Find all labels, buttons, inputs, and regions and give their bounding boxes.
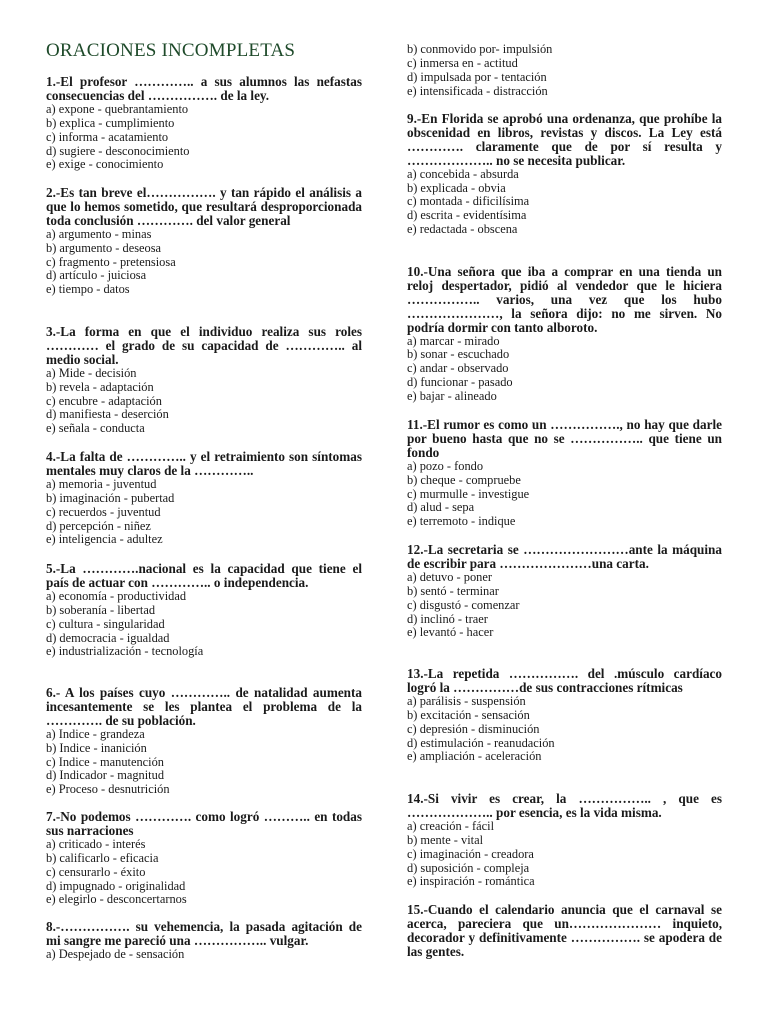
question-block: [46, 186, 362, 297]
answer-option: d) funcionar - pasado: [407, 375, 513, 390]
answer-option: e) inteligencia - adultez: [46, 532, 163, 547]
question-stem: 9.-En Florida se aprobó una ordenanza, que prohíbe la obscenidad en libros, revistas y discos. La Ley está …………. claramente que de por sí resulta y ……………….. no se necesita publicar.: [407, 111, 722, 168]
answer-option: d) manifiesta - deserción: [46, 407, 169, 422]
answer-option: e) redactada - obscena: [407, 222, 518, 237]
answer-option: e) industrialización - tecnología: [46, 644, 204, 659]
answer-option: c) montada - dificilísima: [407, 194, 530, 209]
answer-option: a) Mide - decisión: [46, 365, 137, 380]
answer-option: a) Despejado de - sensación: [46, 946, 185, 961]
answer-option: e) exige - conocimiento: [46, 157, 164, 172]
question-block: [407, 265, 722, 404]
question-stem: 4.-La falta de ………….. y el retraimiento son síntomas mentales muy claros de la …………..: [46, 449, 362, 478]
question-stem: 6.- A los países cuyo ………….. de natalidad aumenta incesantemente se les plantea el problema de la …………. de su población.: [46, 685, 362, 728]
question-block: [407, 792, 722, 889]
answer-option: b) conmovido por- impulsión: [407, 42, 553, 56]
question-stem: 10.-Una señora que iba a comprar en una tienda un reloj despertador, pidió al vendedor que le hiciera …………….. varios, una vez que los hubo …………………, la señora dijo: no me sirven. No podría dormir con tanto alboroto.: [407, 264, 722, 335]
answer-option: c) Indice - manutención: [46, 754, 165, 769]
answer-option: c) fragmento - pretensiosa: [46, 254, 176, 269]
answer-option: c) censurarlo - éxito: [46, 864, 146, 879]
answer-option: a) memoria - juventud: [46, 476, 157, 491]
answer-option: d) estimulación - reanudación: [407, 735, 555, 750]
answer-option: b) cheque - compruebe: [407, 472, 521, 487]
answer-option: a) expone - quebrantamiento: [46, 101, 189, 116]
answer-option: b) sentó - terminar: [407, 583, 499, 598]
question-block: [46, 562, 362, 659]
answer-option: e) intensificada - distracción: [407, 83, 548, 98]
answer-option: e) bajar - alineado: [407, 389, 497, 404]
question-block: [46, 450, 362, 547]
question-block: [46, 810, 362, 907]
answer-option: a) detuvo - poner: [407, 569, 492, 584]
question-stem: 1.-El profesor ………….. a sus alumnos las nefastas consecuencias del ……………. de la ley.: [46, 74, 362, 103]
answer-option: a) concebida - absurda: [407, 166, 519, 181]
answer-option: a) creación - fácil: [407, 818, 495, 833]
answer-option: e) Proceso - desnutrición: [46, 782, 170, 797]
answer-option: a) marcar - mirado: [407, 333, 500, 348]
answer-option: d) impulsada por - tentación: [407, 69, 547, 84]
answer-option: c) depresión - disminución: [407, 721, 540, 736]
answer-option: a) pozo - fondo: [407, 458, 484, 473]
answer-option: a) economía - productividad: [46, 588, 187, 603]
answer-option: c) andar - observado: [407, 361, 509, 376]
answer-option: d) inclinó - traer: [407, 611, 488, 626]
answer-option: d) escrita - evidentísima: [407, 208, 527, 223]
answer-option: d) Indicador - magnitud: [46, 768, 165, 783]
answer-option: b) revela - adaptación: [46, 379, 154, 394]
question-block: [46, 920, 362, 962]
question-stem: 7.-No podemos …………. como logró ……….. en todas sus narraciones: [46, 809, 362, 838]
answer-option: a) argumento - minas: [46, 226, 152, 241]
answer-option: d) artículo - juiciosa: [46, 268, 147, 283]
answer-option: d) sugiere - desconocimiento: [46, 143, 190, 158]
question-block: [407, 418, 722, 529]
answer-option: b) argumento - deseosa: [46, 240, 162, 255]
answer-option: e) inspiración - romántica: [407, 874, 535, 889]
answer-option: b) explicada - obvia: [407, 180, 506, 195]
question-block: [46, 75, 362, 172]
question-block: [46, 686, 362, 797]
answer-option: c) recuerdos - juventud: [46, 504, 161, 519]
answer-option: b) excitación - sensación: [407, 707, 530, 722]
answer-option: e) terremoto - indique: [407, 514, 516, 529]
answer-option: d) democracia - igualdad: [46, 630, 170, 645]
answer-option: a) parálisis - suspensión: [407, 693, 526, 708]
answer-option: e) señala - conducta: [46, 421, 145, 436]
answer-option: e) tiempo - datos: [46, 282, 130, 297]
question-block: [407, 43, 722, 99]
question-block: [407, 667, 722, 764]
answer-option: d) percepción - niñez: [46, 518, 151, 533]
answer-option: b) calificarlo - eficacia: [46, 850, 159, 865]
answer-option: c) informa - acatamiento: [46, 129, 169, 144]
answer-option: b) explica - cumplimiento: [46, 115, 175, 130]
question-stem: 15.-Cuando el calendario anuncia que el carnaval se acerca, pareciera que un………………… inquieto, decorador y definitivamente ……………. se apodera de las gentes.: [407, 902, 722, 959]
question-block: [407, 112, 722, 237]
question-stem: 8.-……………. su vehemencia, la pasada agitación de mi sangre me pareció una …………….. vulgar.: [46, 919, 362, 948]
answer-option: b) soberanía - libertad: [46, 602, 156, 617]
question-stem: 11.-El rumor es como un ……………., no hay que darle por bueno hasta que no se …………….. que tiene un fondo: [407, 417, 722, 460]
answer-option: c) disgustó - comenzar: [407, 597, 520, 612]
answer-option: d) impugnado - originalidad: [46, 878, 186, 893]
question-block: [407, 903, 722, 959]
answer-option: a) Indice - grandeza: [46, 726, 145, 741]
question-stem: 3.-La forma en que el individuo realiza sus roles ………… el grado de su capacidad de ………….. al medio social.: [46, 324, 362, 367]
question-stem: 12.-La secretaria se ……………………ante la máquina de escribir para …………………una carta.: [407, 542, 722, 571]
answer-option: c) inmersa en - actitud: [407, 55, 518, 70]
question-stem: 2.-Es tan breve el……………. y tan rápido el análisis a que lo hemos sometido, que resultará desproporcionada toda conclusión …………. del valor general: [46, 185, 362, 228]
page-title: ORACIONES INCOMPLETAS: [46, 40, 296, 61]
answer-option: b) sonar - escuchado: [407, 347, 510, 362]
answer-option: c) imaginación - creadora: [407, 846, 534, 861]
question-block: [46, 325, 362, 436]
answer-option: c) cultura - singularidad: [46, 616, 165, 631]
answer-option: a) criticado - interés: [46, 836, 146, 851]
answer-option: c) murmulle - investigue: [407, 486, 530, 501]
answer-option: b) Indice - inanición: [46, 740, 147, 755]
answer-option: e) levantó - hacer: [407, 625, 494, 640]
answer-option: b) imaginación - pubertad: [46, 490, 175, 505]
question-block: [407, 543, 722, 640]
answer-option: b) mente - vital: [407, 832, 484, 847]
answer-option: d) suposición - compleja: [407, 860, 530, 875]
answer-option: c) encubre - adaptación: [46, 393, 162, 408]
question-stem: 5.-La ………….nacional es la capacidad que tiene el país de actuar con ………….. o independencia.: [46, 561, 362, 590]
answer-option: e) ampliación - aceleración: [407, 749, 542, 764]
answer-option: e) elegirlo - desconcertarnos: [46, 892, 187, 907]
question-stem: 14.-Si vivir es crear, la …………….. , que es ……………….. por esencia, es la vida misma.: [407, 791, 722, 820]
question-stem: 13.-La repetida ……………. del .músculo cardíaco logró la ……………de sus contracciones rítmicas: [407, 666, 722, 695]
answer-option: d) alud - sepa: [407, 500, 475, 515]
